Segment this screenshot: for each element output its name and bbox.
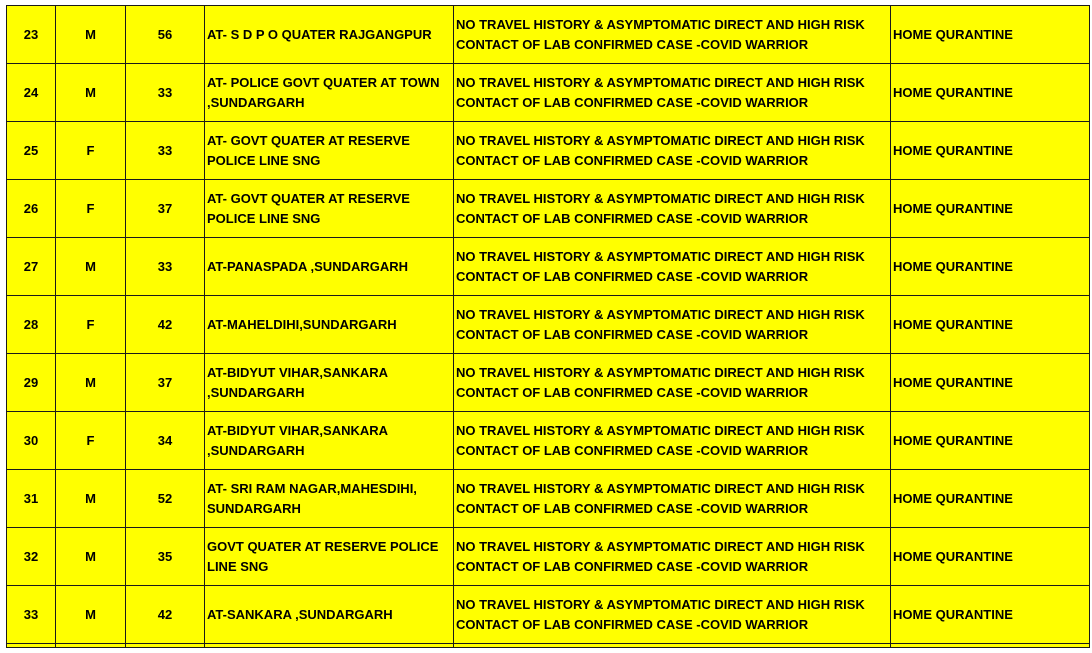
table-row	[7, 586, 1090, 644]
cell-address-text: AT-BIDYUT VIHAR,SANKARA ,SUNDARGARH	[207, 422, 389, 458]
cell-age	[126, 470, 205, 528]
table-row	[7, 238, 1090, 296]
cell-action	[891, 64, 1090, 122]
remarks-line-1: NO TRAVEL HISTORY & ASYMPTOMATIC DIRECT AND HIGH RISK	[456, 538, 865, 554]
cell-remarks	[454, 528, 891, 586]
remarks-line-2: CONTACT OF LAB CONFIRMED CASE -COVID WARRIOR	[456, 616, 809, 632]
table-row	[7, 180, 1090, 238]
remarks-line-1: NO TRAVEL HISTORY & ASYMPTOMATIC DIRECT AND HIGH RISK	[456, 16, 865, 32]
cell-age-text: 33	[157, 258, 173, 274]
cell-age-text: 42	[157, 316, 173, 332]
cell-remarks	[454, 586, 891, 644]
cell-action	[891, 296, 1090, 354]
remarks-line-2: CONTACT OF LAB CONFIRMED CASE -COVID WARRIOR	[456, 94, 809, 110]
remarks-line-2: CONTACT OF LAB CONFIRMED CASE -COVID WARRIOR	[456, 36, 809, 52]
cell-sex-text: M	[85, 258, 96, 274]
cell-age	[126, 354, 205, 412]
cell-sex-text: M	[85, 548, 96, 564]
cell-address-text: AT-SANKARA ,SUNDARGARH	[207, 606, 393, 622]
remarks-line-2: CONTACT OF LAB CONFIRMED CASE -COVID WARRIOR	[456, 500, 809, 516]
cell-serial-number	[7, 6, 56, 64]
cell-serial-number-text: 33	[23, 606, 39, 622]
cell-address	[205, 528, 454, 586]
cell-address-text: AT-BIDYUT VIHAR,SANKARA ,SUNDARGARH	[207, 364, 389, 400]
cell-action	[891, 586, 1090, 644]
cell-serial-number	[7, 64, 56, 122]
cell-action	[891, 412, 1090, 470]
remarks-line-1: NO TRAVEL HISTORY & ASYMPTOMATIC DIRECT AND HIGH RISK	[456, 596, 865, 612]
cell-serial-number-text: 32	[23, 548, 39, 564]
cell-remarks	[454, 6, 891, 64]
cell-age-text: 37	[157, 200, 173, 216]
remarks-line-1: NO TRAVEL HISTORY & ASYMPTOMATIC DIRECT AND HIGH RISK	[456, 248, 865, 264]
cell-sex	[56, 412, 126, 470]
cell-remarks	[454, 64, 891, 122]
cell-serial-number-text: 31	[23, 490, 39, 506]
cell-age	[126, 296, 205, 354]
cell-remarks	[454, 470, 891, 528]
cell-sex	[56, 64, 126, 122]
cell-serial-number-text: 29	[23, 374, 39, 390]
cell-address-partial	[205, 644, 454, 648]
cell-action-text: HOME QURANTINE	[893, 432, 1013, 448]
cell-address	[205, 354, 454, 412]
cell-serial-number	[7, 412, 56, 470]
cell-address	[205, 6, 454, 64]
cell-sex-text: F	[86, 142, 95, 158]
remarks-line-2: CONTACT OF LAB CONFIRMED CASE -COVID WARRIOR	[456, 152, 809, 168]
cell-age-text: 35	[157, 548, 173, 564]
remarks-line-1: NO TRAVEL HISTORY & ASYMPTOMATIC DIRECT AND HIGH RISK	[456, 190, 865, 206]
table-row	[7, 470, 1090, 528]
cell-action-text: HOME QURANTINE	[893, 142, 1013, 158]
cell-remarks	[454, 122, 891, 180]
table-row-partial	[7, 644, 1090, 648]
remarks-line-2: CONTACT OF LAB CONFIRMED CASE -COVID WARRIOR	[456, 442, 809, 458]
cell-age	[126, 528, 205, 586]
cell-serial-number	[7, 470, 56, 528]
cell-action	[891, 6, 1090, 64]
cell-action-text: HOME QURANTINE	[893, 258, 1013, 274]
cell-action-text: HOME QURANTINE	[893, 200, 1013, 216]
cell-action	[891, 180, 1090, 238]
cell-address-text: AT- GOVT QUATER AT RESERVE POLICE LINE SNG	[207, 132, 410, 168]
cell-action	[891, 528, 1090, 586]
cell-serial-number	[7, 238, 56, 296]
table-row	[7, 528, 1090, 586]
remarks-line-2: CONTACT OF LAB CONFIRMED CASE -COVID WARRIOR	[456, 268, 809, 284]
remarks-line-1: NO TRAVEL HISTORY & ASYMPTOMATIC DIRECT AND HIGH RISK	[456, 74, 865, 90]
cell-action	[891, 470, 1090, 528]
cell-action-partial	[891, 644, 1090, 648]
cell-action-text: HOME QURANTINE	[893, 26, 1013, 42]
cell-age	[126, 122, 205, 180]
table-row	[7, 6, 1090, 64]
cell-remarks	[454, 180, 891, 238]
cell-sex	[56, 586, 126, 644]
cell-sex-text: M	[85, 606, 96, 622]
table-row	[7, 412, 1090, 470]
cell-address-text: AT-PANASPADA ,SUNDARGARH	[207, 258, 409, 274]
cell-serial-number	[7, 586, 56, 644]
cell-age	[126, 412, 205, 470]
table-row	[7, 122, 1090, 180]
cell-serial-number	[7, 180, 56, 238]
cell-remarks	[454, 354, 891, 412]
cell-address	[205, 64, 454, 122]
cell-action	[891, 354, 1090, 412]
remarks-line-2: CONTACT OF LAB CONFIRMED CASE -COVID WARRIOR	[456, 210, 809, 226]
cell-action	[891, 122, 1090, 180]
cell-sex	[56, 296, 126, 354]
cell-serial-number-text: 26	[23, 200, 39, 216]
cell-sex-text: M	[85, 490, 96, 506]
cell-age	[126, 64, 205, 122]
cell-address-text: AT-MAHELDIHI,SUNDARGARH	[207, 316, 397, 332]
cell-sex-text: M	[85, 374, 96, 390]
cell-serial-number-text: 25	[23, 142, 39, 158]
cell-sex	[56, 354, 126, 412]
table-row	[7, 296, 1090, 354]
remarks-line-1: NO TRAVEL HISTORY & ASYMPTOMATIC DIRECT AND HIGH RISK	[456, 480, 865, 496]
cell-address-text: AT- GOVT QUATER AT RESERVE POLICE LINE SNG	[207, 190, 410, 226]
table-row	[7, 64, 1090, 122]
cell-remarks	[454, 238, 891, 296]
remarks-line-2: CONTACT OF LAB CONFIRMED CASE -COVID WARRIOR	[456, 326, 809, 342]
cell-sex	[56, 122, 126, 180]
cell-serial-number-partial	[7, 644, 56, 648]
cell-address-text: AT- POLICE GOVT QUATER AT TOWN ,SUNDARGARH	[207, 74, 440, 110]
cell-remarks	[454, 412, 891, 470]
cell-sex	[56, 6, 126, 64]
cell-age-text: 37	[157, 374, 173, 390]
cell-age-text: 52	[157, 490, 173, 506]
cell-action-text: HOME QURANTINE	[893, 316, 1013, 332]
cell-address-text: AT- SRI RAM NAGAR,MAHESDIHI, SUNDARGARH	[207, 480, 417, 516]
cell-age-text: 34	[157, 432, 173, 448]
cell-age	[126, 586, 205, 644]
cell-serial-number-text: 28	[23, 316, 39, 332]
cell-address	[205, 238, 454, 296]
cell-sex	[56, 470, 126, 528]
cell-sex-text: M	[85, 26, 96, 42]
cell-sex-text: F	[86, 432, 95, 448]
remarks-line-1: NO TRAVEL HISTORY & ASYMPTOMATIC DIRECT AND HIGH RISK	[456, 422, 865, 438]
cell-sex-partial	[56, 644, 126, 648]
cell-action-text: HOME QURANTINE	[893, 490, 1013, 506]
cell-sex-text: F	[86, 316, 95, 332]
cell-serial-number	[7, 354, 56, 412]
cell-serial-number	[7, 122, 56, 180]
remarks-line-2: CONTACT OF LAB CONFIRMED CASE -COVID WARRIOR	[456, 558, 809, 574]
cell-serial-number-text: 27	[23, 258, 39, 274]
cell-age	[126, 180, 205, 238]
remarks-line-1: NO TRAVEL HISTORY & ASYMPTOMATIC DIRECT AND HIGH RISK	[456, 306, 865, 322]
remarks-line-2: CONTACT OF LAB CONFIRMED CASE -COVID WARRIOR	[456, 384, 809, 400]
table-body	[7, 6, 1090, 648]
cell-action-text: HOME QURANTINE	[893, 84, 1013, 100]
cell-address	[205, 122, 454, 180]
cell-age-text: 56	[157, 26, 173, 42]
cell-remarks	[454, 296, 891, 354]
cell-age-text: 33	[157, 84, 173, 100]
cell-action-text: HOME QURANTINE	[893, 548, 1013, 564]
cell-serial-number-text: 30	[23, 432, 39, 448]
cell-action	[891, 238, 1090, 296]
cell-age	[126, 6, 205, 64]
cell-address	[205, 586, 454, 644]
cell-remarks-partial	[454, 644, 891, 648]
cell-serial-number	[7, 296, 56, 354]
cell-address	[205, 180, 454, 238]
cell-age-text: 33	[157, 142, 173, 158]
cell-sex-text: M	[85, 84, 96, 100]
cell-serial-number-text: 23	[23, 26, 39, 42]
cell-serial-number-text: 24	[23, 84, 39, 100]
patient-list-table	[6, 5, 1090, 648]
cell-address	[205, 296, 454, 354]
cell-age-partial	[126, 644, 205, 648]
cell-address	[205, 412, 454, 470]
cell-address-text: AT- S D P O QUATER RAJGANGPUR	[207, 26, 432, 42]
cell-sex	[56, 528, 126, 586]
cell-address	[205, 470, 454, 528]
cell-address-text: GOVT QUATER AT RESERVE POLICE LINE SNG	[207, 538, 439, 574]
remarks-line-1: NO TRAVEL HISTORY & ASYMPTOMATIC DIRECT AND HIGH RISK	[456, 132, 865, 148]
table-row	[7, 354, 1090, 412]
cell-sex	[56, 180, 126, 238]
remarks-line-1: NO TRAVEL HISTORY & ASYMPTOMATIC DIRECT AND HIGH RISK	[456, 364, 865, 380]
cell-action-text: HOME QURANTINE	[893, 374, 1013, 390]
cell-sex-text: F	[86, 200, 95, 216]
cell-sex	[56, 238, 126, 296]
cell-age-text: 42	[157, 606, 173, 622]
cell-action-text: HOME QURANTINE	[893, 606, 1013, 622]
cell-age	[126, 238, 205, 296]
cell-serial-number	[7, 528, 56, 586]
